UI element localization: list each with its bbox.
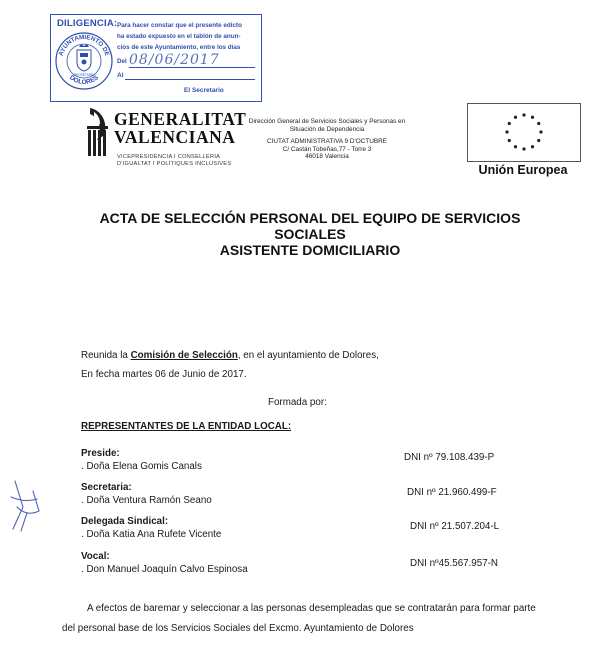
member-name: . Doña Elena Gomis Canals xyxy=(81,461,202,472)
member-dni: DNI nº 21.960.499-F xyxy=(407,487,497,498)
eu-star xyxy=(505,130,508,133)
date-line: En fecha martes 06 de Junio de 2017. xyxy=(81,369,247,380)
seal-center-text: SECRETARÍA xyxy=(73,73,95,77)
title-line-3: ASISTENTE DOMICILIARIO xyxy=(219,242,401,258)
gva-name xyxy=(114,110,246,146)
direction-line-2: Situación de Dependencia xyxy=(289,125,365,133)
stamp-al-label: Al xyxy=(117,72,124,79)
member-name: . Don Manuel Joaquín Calvo Espinosa xyxy=(81,564,248,575)
title-line-1: ACTA DE SELECCIÓN PERSONAL DEL EQUIPO DE SERVICIOS xyxy=(99,210,521,226)
eu-star xyxy=(537,122,540,125)
document-title xyxy=(40,210,580,258)
member-dni: DNI nº45.567.957-N xyxy=(410,558,498,569)
stamp-date-handwritten: 08/06/2017 xyxy=(129,53,255,68)
intro-line xyxy=(81,350,379,361)
eu-flag-icon xyxy=(467,103,581,162)
section-heading: REPRESENTANTES DE LA ENTIDAD LOCAL: xyxy=(81,421,292,432)
gva-name-line-2: VALENCIANA xyxy=(114,127,236,147)
member-role: Secretaria: xyxy=(81,482,132,493)
member-role: Preside: xyxy=(81,448,120,459)
stamp-line-3: cios de este Ayuntamiento, entre los días xyxy=(117,44,241,51)
eu-star xyxy=(508,122,511,125)
seal-top-text: AYUNTAMIENTO DE xyxy=(57,33,111,57)
member-dni: DNI nº 79.108.439-P xyxy=(404,452,495,463)
member-name: . Doña Katia Ana Rufete Vicente xyxy=(81,529,222,540)
member-dni: DNI nº 21.507.204-L xyxy=(410,521,500,532)
stamp-line-2: ha estado expuesto en el tablón de anun- xyxy=(117,33,241,40)
seal-bottom-text: DOLORES xyxy=(68,74,100,87)
handwritten-signature xyxy=(5,477,45,535)
formed-by: Formada por: xyxy=(268,397,327,408)
stamp-del-label: Del xyxy=(117,58,127,65)
eu-star xyxy=(531,116,534,119)
eu-star xyxy=(522,147,525,150)
address-line-2: C/ Castán Tobeñas,77 - Torre 3 xyxy=(282,145,372,153)
eu-label: Unión Europea xyxy=(478,163,568,177)
stamp-al-line xyxy=(125,79,255,80)
gva-department-line-1: VICEPRESIDÈNCIA I CONSELLERIA xyxy=(117,154,221,160)
eu-star xyxy=(522,113,525,116)
stamp-title: DILIGENCIA: xyxy=(57,18,118,29)
closing-line-1: A efectos de baremar y seleccionar a las personas desempleadas que se contratarán para formar parte xyxy=(87,603,536,614)
intro-post: , en el ayuntamiento de Dolores, xyxy=(237,350,379,361)
eu-star xyxy=(539,130,542,133)
stamp-secretary: El Secretario xyxy=(184,87,224,94)
closing-line-2: del personal base de los Servicios Sociales del Excmo. Ayuntamiento de Dolores xyxy=(62,623,414,634)
intro-pre: Reunida la xyxy=(81,350,131,361)
eu-star xyxy=(514,116,517,119)
eu-star xyxy=(514,145,517,148)
member-name: . Doña Ventura Ramón Seano xyxy=(81,495,212,506)
town-hall-seal xyxy=(54,31,114,91)
stamp-line-1: Para hacer constar que el presente edicto xyxy=(117,22,242,29)
diligence-stamp xyxy=(50,14,262,102)
direction-line-1: Dirección General de Servicios Sociales y Personas en xyxy=(248,118,406,125)
eu-star xyxy=(537,139,540,142)
address-line-1: CIUTAT ADMINISTRATIVA 9 D'OCTUBRE xyxy=(267,138,387,146)
gva-department-line-2: D'IGUALTAT I POLÍTIQUES INCLUSIVES xyxy=(117,161,232,167)
title-line-2: SOCIALES xyxy=(274,226,346,242)
gva-department xyxy=(117,154,247,168)
eu-star xyxy=(531,145,534,148)
member-role: Delegada Sindical: xyxy=(81,516,169,527)
eu-star xyxy=(508,139,511,142)
gva-name-line-1: GENERALITAT xyxy=(114,109,247,129)
direction-block xyxy=(232,118,422,161)
address-line-3: 46018 Valencia xyxy=(305,153,349,161)
intro-commission: Comisión de Selección xyxy=(130,350,238,361)
member-role: Vocal: xyxy=(81,551,110,562)
